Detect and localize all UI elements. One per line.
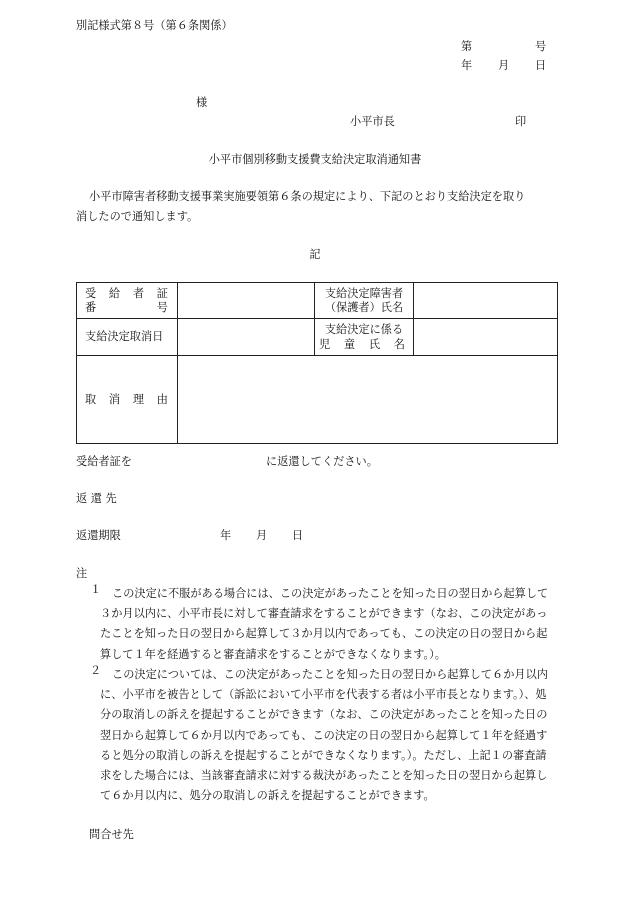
notes-label: 注 bbox=[76, 567, 88, 580]
deadline-day: 日 bbox=[292, 529, 304, 542]
issuer-title: 小平市長 bbox=[350, 115, 395, 128]
cancel-date-label: 支給決定取消日 bbox=[77, 319, 178, 356]
deadline-label: 返還期限 bbox=[76, 529, 121, 542]
return-destination-label: 返 還 先 bbox=[76, 492, 117, 505]
deadline-month: 月 bbox=[256, 529, 268, 542]
number-suffix: 号 bbox=[535, 40, 547, 53]
date-day: 日 bbox=[535, 59, 547, 72]
return-line-prefix: 受給者証を bbox=[76, 455, 132, 468]
reason-label: 取 消 理 由 bbox=[77, 356, 178, 444]
date-year: 年 bbox=[461, 59, 473, 72]
document-title: 小平市個別移動支援費支給決定取消通知書 bbox=[208, 153, 422, 166]
intro-line-1: 小平市障害者移動支援事業実施要領第６条の規定により、下記のとおり支給決定を取り bbox=[89, 190, 526, 203]
date-month: 月 bbox=[498, 59, 510, 72]
cert-number-value[interactable] bbox=[178, 283, 315, 319]
recipient-name-value[interactable] bbox=[414, 283, 558, 319]
recipient-name-label: 支給決定障害者 （保護者）氏名 bbox=[315, 283, 414, 319]
form-label: 別記様式第８号（第６条関係） bbox=[76, 19, 233, 32]
addressee-suffix: 様 bbox=[196, 96, 208, 109]
cancel-date-value[interactable] bbox=[178, 319, 315, 356]
child-name-value[interactable] bbox=[414, 319, 558, 356]
intro-line-2: 消したので通知します。 bbox=[76, 210, 199, 223]
seal-mark: 印 bbox=[515, 115, 527, 128]
deadline-year: 年 bbox=[220, 529, 232, 542]
ki-heading: 記 bbox=[309, 248, 321, 261]
contact-label: 問合せ先 bbox=[89, 828, 134, 841]
reason-value[interactable] bbox=[178, 356, 558, 444]
info-table bbox=[76, 282, 558, 444]
cert-number-label: 受 給 者 証 番 号 bbox=[77, 283, 178, 319]
return-line-suffix: に返還してください。 bbox=[266, 455, 378, 468]
number-prefix: 第 bbox=[461, 40, 473, 53]
child-name-label: 支給決定に係る 児 童 氏 名 bbox=[315, 319, 414, 356]
